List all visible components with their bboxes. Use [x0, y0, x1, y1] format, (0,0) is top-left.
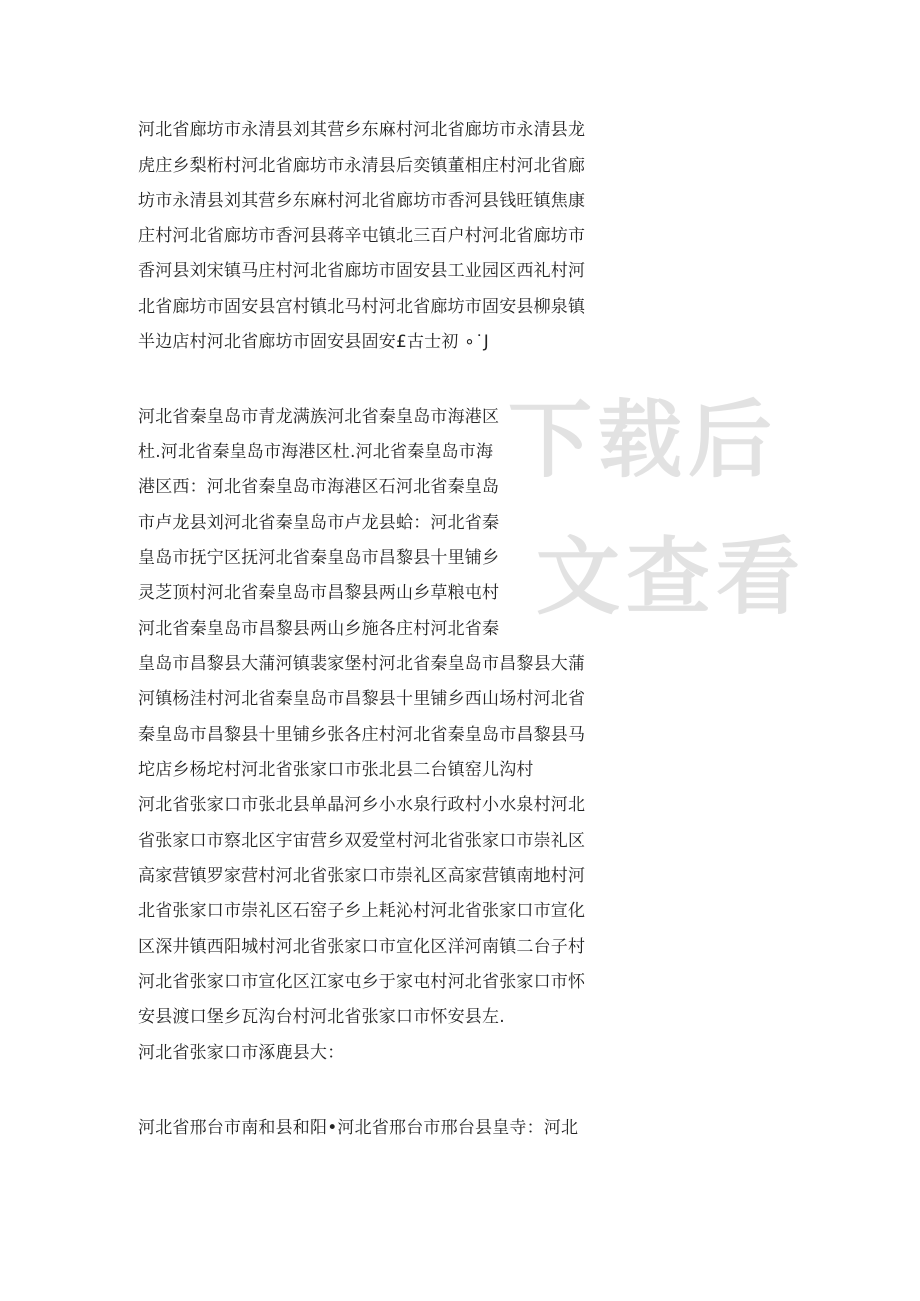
text-line: 皇岛市抚宁区抚河北省秦皇岛市昌黎县十里铺乡 [138, 548, 500, 568]
text-line: 北省张家口市崇礼区石窑子乡上耗沁村河北省张家口市宣化 [138, 901, 586, 921]
text-line: 香河县刘宋镇马庄村河北省廊坊市固安县工业园区西礼村河 [138, 261, 586, 281]
watermark-line-1: 下载后 [508, 391, 779, 489]
text-line: 高家营镇罗家营村河北省张家口市崇礼区高家营镇南地村河 [138, 866, 586, 886]
text-line: 安县渡口堡乡瓦沟台村河北省张家口市怀安县左. [138, 1007, 505, 1027]
text-line: 半边店村河北省廊坊市固安县固安£古士初 ∘˙J [138, 332, 489, 352]
text-line: 坊市永清县刘其营乡东麻村河北省廊坊市香河县钱旺镇焦康 [138, 191, 586, 211]
text-line: 坨店乡杨坨村河北省张家口市张北县二台镇窑儿沟村 [138, 760, 534, 780]
text-line: 秦皇岛市昌黎县十里铺乡张各庄村河北省秦皇岛市昌黎县马 [138, 725, 586, 745]
text-line: 河北省张家口市涿鹿县大： [138, 1043, 345, 1063]
text-line: 河北省秦皇岛市青龙满族河北省秦皇岛市海港区 [138, 407, 500, 427]
text-line: 河镇杨洼村河北省秦皇岛市昌黎县十里铺乡西山场村河北省 [138, 689, 586, 709]
text-line: 皇岛市昌黎县大蒲河镇裴家堡村河北省秦皇岛市昌黎县大蒲 [138, 654, 586, 674]
text-line: 庄村河北省廊坊市香河县蒋辛屯镇北三百户村河北省廊坊市 [138, 226, 586, 246]
watermark-line-2: 文查看 [536, 528, 807, 626]
text-line: 河北省秦皇岛市昌黎县两山乡施各庄村河北省秦 [138, 619, 500, 639]
text-line: 杜.河北省秦皇岛市海港区杜.河北省秦皇岛市海 [138, 442, 494, 462]
text-line: 市卢龙县刘河北省秦皇岛市卢龙县蛤：河北省秦 [138, 513, 500, 533]
text-line: 港区西：河北省秦皇岛市海港区石河北省秦皇岛 [138, 477, 500, 497]
text-line: 省张家口市察北区宇宙营乡双爱堂村河北省张家口市崇礼区 [138, 831, 586, 851]
text-line: 区深井镇西阳城村河北省张家口市宣化区洋河南镇二台子村 [138, 937, 586, 957]
text-line: 灵芝顶村河北省秦皇岛市昌黎县两山乡草粮屯村 [138, 583, 500, 603]
text-line: 河北省张家口市宣化区江家屯乡于家屯村河北省张家口市怀 [138, 972, 586, 992]
text-line: 虎庄乡梨桁村河北省廊坊市永清县后奕镇董相庄村河北省廊 [138, 156, 586, 176]
text-line: 北省廊坊市固安县宫村镇北马村河北省廊坊市固安县柳泉镇 [138, 297, 586, 317]
text-line: 河北省张家口市张北县单晶河乡小水泉行政村小水泉村河北 [138, 795, 586, 815]
text-line: 河北省邢台市南和县和阳•河北省邢台市邢台县皇寺：河北 [138, 1118, 579, 1138]
text-line: 河北省廊坊市永清县刘其营乡东麻村河北省廊坊市永清县龙 [138, 120, 586, 140]
